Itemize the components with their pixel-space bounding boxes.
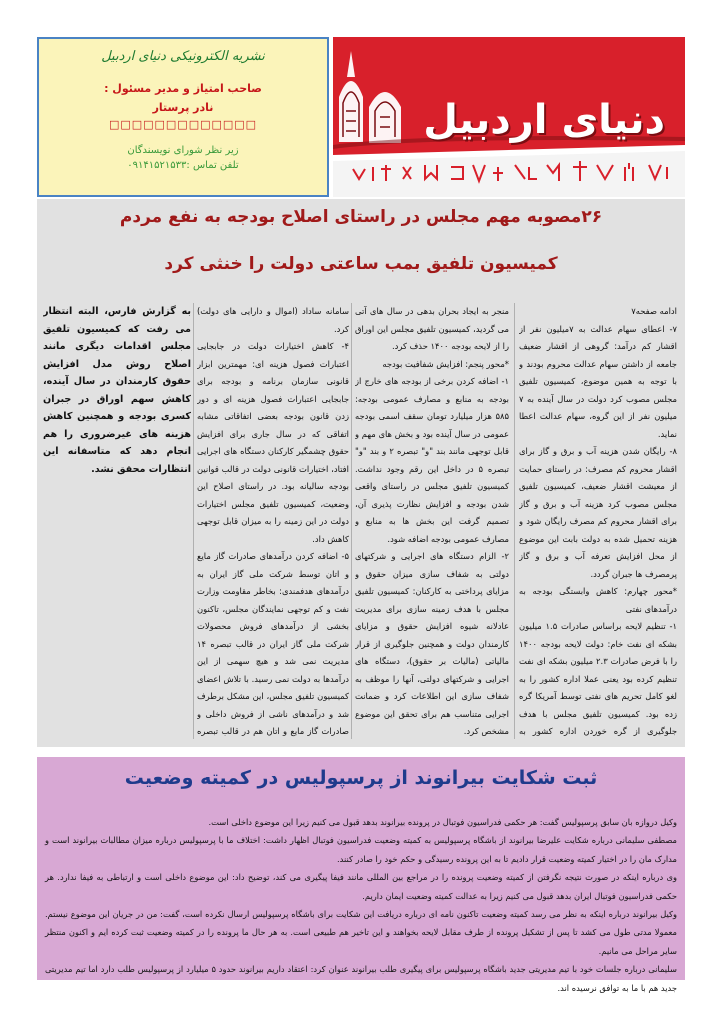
owner-name: نادر پرستار xyxy=(152,101,214,114)
sports-body xyxy=(45,813,677,997)
owner-label: صاحب امتیاز و مدیر مسئول : xyxy=(104,82,262,95)
main-headline: ۲۶مصوبه مهم مجلس در راستای اصلاح بودجه به نفع مردم xyxy=(119,207,603,227)
sports-paragraph: وکیل دروازه بان سابق پرسپولیس گفت: هر حکمی فدراسیون فوتبال در پرونده بیرانوند بدهد قبول می کنیم زیرا این موضوع داخلی است. xyxy=(208,817,677,827)
column-paragraph: سامانه ساداد (اموال و دارایی های دولت) کرد. xyxy=(197,306,349,334)
column-paragraph: ۲- الزام دستگاه های اجرایی و شرکتهای دولتی به شفاف سازی میزان حقوق و مزایای پرداختی به کارکنان: کمیسیون تلفیق مجلس با هدف زمینه سازی برای مدیریت عادلانه شیوه افزایش حقوق و مزایای کارمندان دولت و همچنین جلوگیری از قرار مالیاتی (مالیات بر حقوق)، دستگاه های اجرایی و شرکتهای دولتی، آنها را موظف به شفاف سازی این اطلاعات کرد و ضمانت اجرایی متناسب هم برای تحقق این موضوع مشخص کرد. xyxy=(355,551,509,736)
column-paragraph: *محور پنجم: افزایش شفافیت بودجه xyxy=(382,358,509,369)
phone-line: تلفن تماس :۰۹۱۴۱۵۲۱۵۳۳ xyxy=(127,160,239,171)
closing-paragraph: به گزارش فارس، البته انتظار می رفت که کمیسیون تلفیق مجلس اقدامات دیگری مانند اصلاح روش مدل افزایش حقوق کارمندان در سال آینده، کاهش سهم اوراق در جبران کسری بودجه و همچنین کاهش هزینه های غیرضروری را هم انجام دهد که متاسفانه این انتظارات محقق نشد. xyxy=(43,306,191,475)
publication-logo: دنیای اردبیل xyxy=(423,97,665,143)
sports-article xyxy=(37,757,685,993)
column-paragraph: ۴- کاهش اختیارات دولت در جابجایی اعتبارات فصول هزینه ای: مهمترین ابزار قانونی سازمان برنامه و بودجه برای جابجایی اعتبارات فصول هزینه ای و دور زدن قانون بودجه بعضی اتفاقاتی مشابه اتفاقی که در سال جاری برای افزایش حقوق چشمگیر کارکنان دستگاه های اجرایی افتاد، اختیارات قانونی دولت در قالب قوانین بودجه سالیانه بود. در راستای اصلاح این وضعیت، کمیسیون تلفیق مجلس اختیارات دولت در این زمینه را به میزان قابل توجهی کاهش داد. xyxy=(197,341,349,544)
publisher-info-box xyxy=(37,37,329,197)
article-column-1 xyxy=(519,303,677,739)
column-paragraph: ۷- اعطای سهام عدالت به ۷میلیون نفر از اقشار کم درآمد: گروهی از اقشار ضعیف جامعه از داشتن سهام عدالت محروم بودند و با توجه به همین موضوع، کمیسیون تلفیق مجلس مصوب کرد دولت در سال آینده به ۷ میلیون نفر از این گروه، سهام عدالت اعطا نماید. xyxy=(519,323,677,439)
main-subheadline: کمیسیون تلفیق بمب ساعتی دولت را خنثی کرد xyxy=(164,254,558,274)
column-paragraph: ۱- تنظیم لایحه براساس صادرات ۱.۵ میلیون بشکه ای نفت خام: دولت لایحه بودجه ۱۴۰۰ را با فرض صادرات ۲.۳ میلیون بشکه ای نفت تنظیم کرده بود یعنی عملا اداره کشور را به لغو کامل تحریم های نفتی توسط آمریکا گره زده بود. کمیسیون تلفیق مجلس با هدف جلوگیری از گره خوردن اداره کشور به xyxy=(519,621,677,736)
column-paragraph: ۸- رایگان شدن هزینه آب و برق و گاز برای اقشار محروم کم مصرف: در راستای حمایت از معیشت اقشار ضعیف، کمیسیون تلفیق مجلس مصوب کرد هزینه آب و برق و گاز برای اقشار محروم کم مصرف رایگان شود و هزینه تحمیل شده به دولت بابت این موضوع از محل افزایش تعرفه آب و برق و گاز پرمصرف ها جبران گردد. xyxy=(519,446,677,579)
main-article xyxy=(37,199,685,747)
sports-paragraph: وی درباره اینکه در صورت نتیجه نگرفتن از کمیته وضعیت پرونده را در مراجع بین المللی مانند فیفا پیگیری می کند، توضیح داد: این موضوع داخلی است و ارتباطی به فیفا ندارد. هر حکمی فدراسیون فوتبال ایران بدهد قبول می کنیم زیرا به عدالت کمیته وضعیت ایمان داریم. xyxy=(45,872,677,901)
column-paragraph: منجر به ایجاد بحران بدهی در سال های آتی می گردید، کمیسیون تلفیق مجلس این اوراق را از لایحه بودجه ۱۴۰۰ حذف کرد. xyxy=(355,306,509,351)
sports-paragraph: مصطفی سلیمانی درباره شکایت علیرضا بیرانوند از باشگاه پرسپولیس به کمیته وضعیت فدراسیون فوتبال اظهار داشت: اختلاف ما با پرسپولیس درباره میزان مطالبات بیرانوند است و مدارک مان را در اختیار کمیته وضعیت قرار دادیم تا به این پرونده رسیدگی و حکم خود را صادر کنند. xyxy=(45,835,677,864)
placeholder-squares: □□□□□□□□□□□□□ xyxy=(108,118,258,131)
article-column-4 xyxy=(43,303,191,739)
article-column-3 xyxy=(197,303,349,739)
article-column-2 xyxy=(355,303,509,739)
sports-paragraph: وکیل بیرانوند درباره اینکه به نظر می رسد کمیته وضعیت تاکنون نامه ای درباره دریافت این شکایت برای باشگاه پرسپولیس ارسال نکرده است، گفت: من در جریان این موضوع نیستم. معمولا مدتی طول می کشد تا پس از تشکیل پرونده از طرف مقابل لایحه بخواهند و این تاخیر هم طبیعی است. به هر حال ما پرونده را در کمیته وضعیت ثبت کرده ایم و اکنون منتظر سایر مراحل می مانیم. xyxy=(45,909,677,956)
column-paragraph: ۵- اضافه کردن درآمدهای صادرات گاز مایع و اتان توسط شرکت ملی گاز ایران به درآمدهای هدفمندی: بخاطر مقاومت وزارت نفت و کم توجهی نمایندگان مجلس، تاکنون بخشی از درآمدهای فروش محصولات شرکت ملی گاز ایران در قالب تبصره ۱۴ مدیریت نمی شد و هیچ سهمی از این درآمدها به دولت نمی رسید. با تلاش اعضای کمیسیون تلفیق مجلس، این مشکل برطرف شد و درآمدهای ناشی از فروش داخلی و صادرات گاز مایع و اتان هم در قالب تبصره xyxy=(197,551,349,736)
column-paragraph: ادامه صفحه۷ xyxy=(631,306,677,316)
column-paragraph: ۱- اضافه کردن برخی از بودجه های خارج از بودجه به منابع و مصارف عمومی بودجه: ۵۸۵ هزار میلیارد تومان سقف اسمی بودجه عمومی در سال آینده بود و بخش های مهم و قابل توجهی مانند بند "و" تبصره ۲ و بند "و" تبصره ۵ در داخل این رقم وجود نداشت. کمیسیون تلفیق مجلس در راستای واقعی شدن بودجه و افزایش نظارت پذیری آن، تصمیم گرفت این بخش ها به منابع و مصارف عمومی بودجه اضافه شود. xyxy=(355,376,509,544)
column-paragraph: *محور چهارم: کاهش وابستگی بودجه به درآمدهای نفتی xyxy=(519,586,677,614)
masthead-banner xyxy=(333,37,685,197)
column-divider xyxy=(514,303,515,739)
column-divider xyxy=(351,303,352,739)
council-line: زیر نظر شورای نویسندگان xyxy=(127,145,239,156)
sports-headline: ثبت شکایت بیرانوند از پرسپولیس در کمیته وضعیت xyxy=(124,767,598,789)
sports-paragraph: سلیمانی درباره جلسات خود با تیم مدیریتی جدید باشگاه پرسپولیس برای پیگیری طلب بیرانوند عنوان کرد: اعتقاد داریم بیرانوند حدود ۵ میلیارد از پرسپولیس طلب دارد اما تیم مدیریتی جدید هم با ما به توافق نرسیده اند. xyxy=(45,964,677,993)
publication-line: نشریه الکترونیکی دنیای اردبیل xyxy=(101,49,265,64)
column-divider xyxy=(193,303,194,739)
